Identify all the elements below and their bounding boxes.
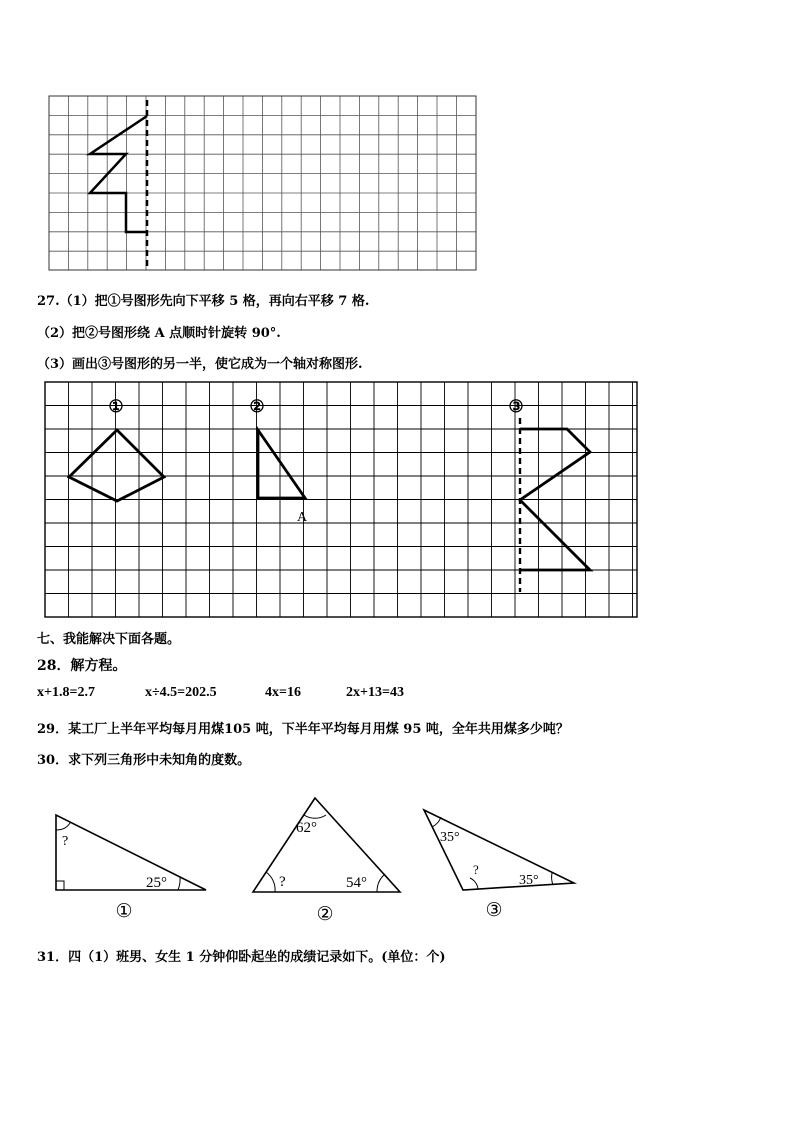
q30-triangles bbox=[0, 790, 794, 930]
figure-3-label: ③ bbox=[508, 397, 524, 416]
right-angle-mark bbox=[56, 881, 64, 890]
triangle-3-unknown: ? bbox=[473, 862, 479, 877]
q27-line2: （2）把②号图形绕 A 点顺时针旋转 90°. bbox=[37, 326, 281, 341]
triangle-3-top-angle: 35° bbox=[440, 830, 460, 845]
triangle-2-unknown: ? bbox=[279, 874, 286, 890]
figure-1-shape bbox=[69, 430, 164, 501]
q29-text: 29．某工厂上半年平均每月用煤105 吨，下半年平均每月用煤 95 吨，全年共用煤多少吨？ bbox=[37, 722, 569, 737]
figure-1-label: ① bbox=[108, 397, 124, 416]
equation-3: 4x=16 bbox=[265, 685, 301, 700]
triangle-1-unknown: ? bbox=[62, 834, 69, 849]
triangle-2-top-angle: 62° bbox=[296, 820, 317, 836]
triangle-1 bbox=[56, 815, 206, 890]
equation-1: x+1.8=2.7 bbox=[37, 685, 95, 700]
triangle-3-right-angle: 35° bbox=[519, 873, 539, 888]
figure-2-shape bbox=[258, 430, 305, 498]
triangle-1-angle: 25° bbox=[146, 875, 167, 891]
triangle-3-number: ③ bbox=[485, 900, 503, 921]
triangle-2-number: ② bbox=[316, 904, 334, 925]
triangle-2-right-angle: 54° bbox=[346, 875, 367, 891]
point-a-label: A bbox=[297, 510, 308, 525]
triangle-2 bbox=[253, 798, 400, 892]
figure-2-label: ② bbox=[249, 397, 265, 416]
q30-title: 30．求下列三角形中未知角的度数。 bbox=[37, 753, 251, 768]
top-grid-figure bbox=[0, 0, 794, 290]
q28-equations bbox=[0, 685, 794, 705]
q27-grid bbox=[0, 370, 794, 630]
section-7-heading: 七、我能解决下面各题。 bbox=[37, 632, 181, 647]
q31-text: 31．四（1）班男、女生 1 分钟仰卧起坐的成绩记录如下。(单位：个) bbox=[37, 950, 446, 965]
q27-line1: 27.（1）把①号图形先向下平移 5 格，再向右平移 7 格. bbox=[37, 294, 370, 309]
q28-title: 28．解方程。 bbox=[37, 658, 127, 674]
equation-4: 2x+13=43 bbox=[346, 685, 404, 700]
triangle-1-number: ① bbox=[115, 901, 133, 922]
q27-line3: （3）画出③号图形的另一半，使它成为一个轴对称图形. bbox=[37, 357, 363, 372]
equation-2: x÷4.5=202.5 bbox=[145, 685, 217, 700]
